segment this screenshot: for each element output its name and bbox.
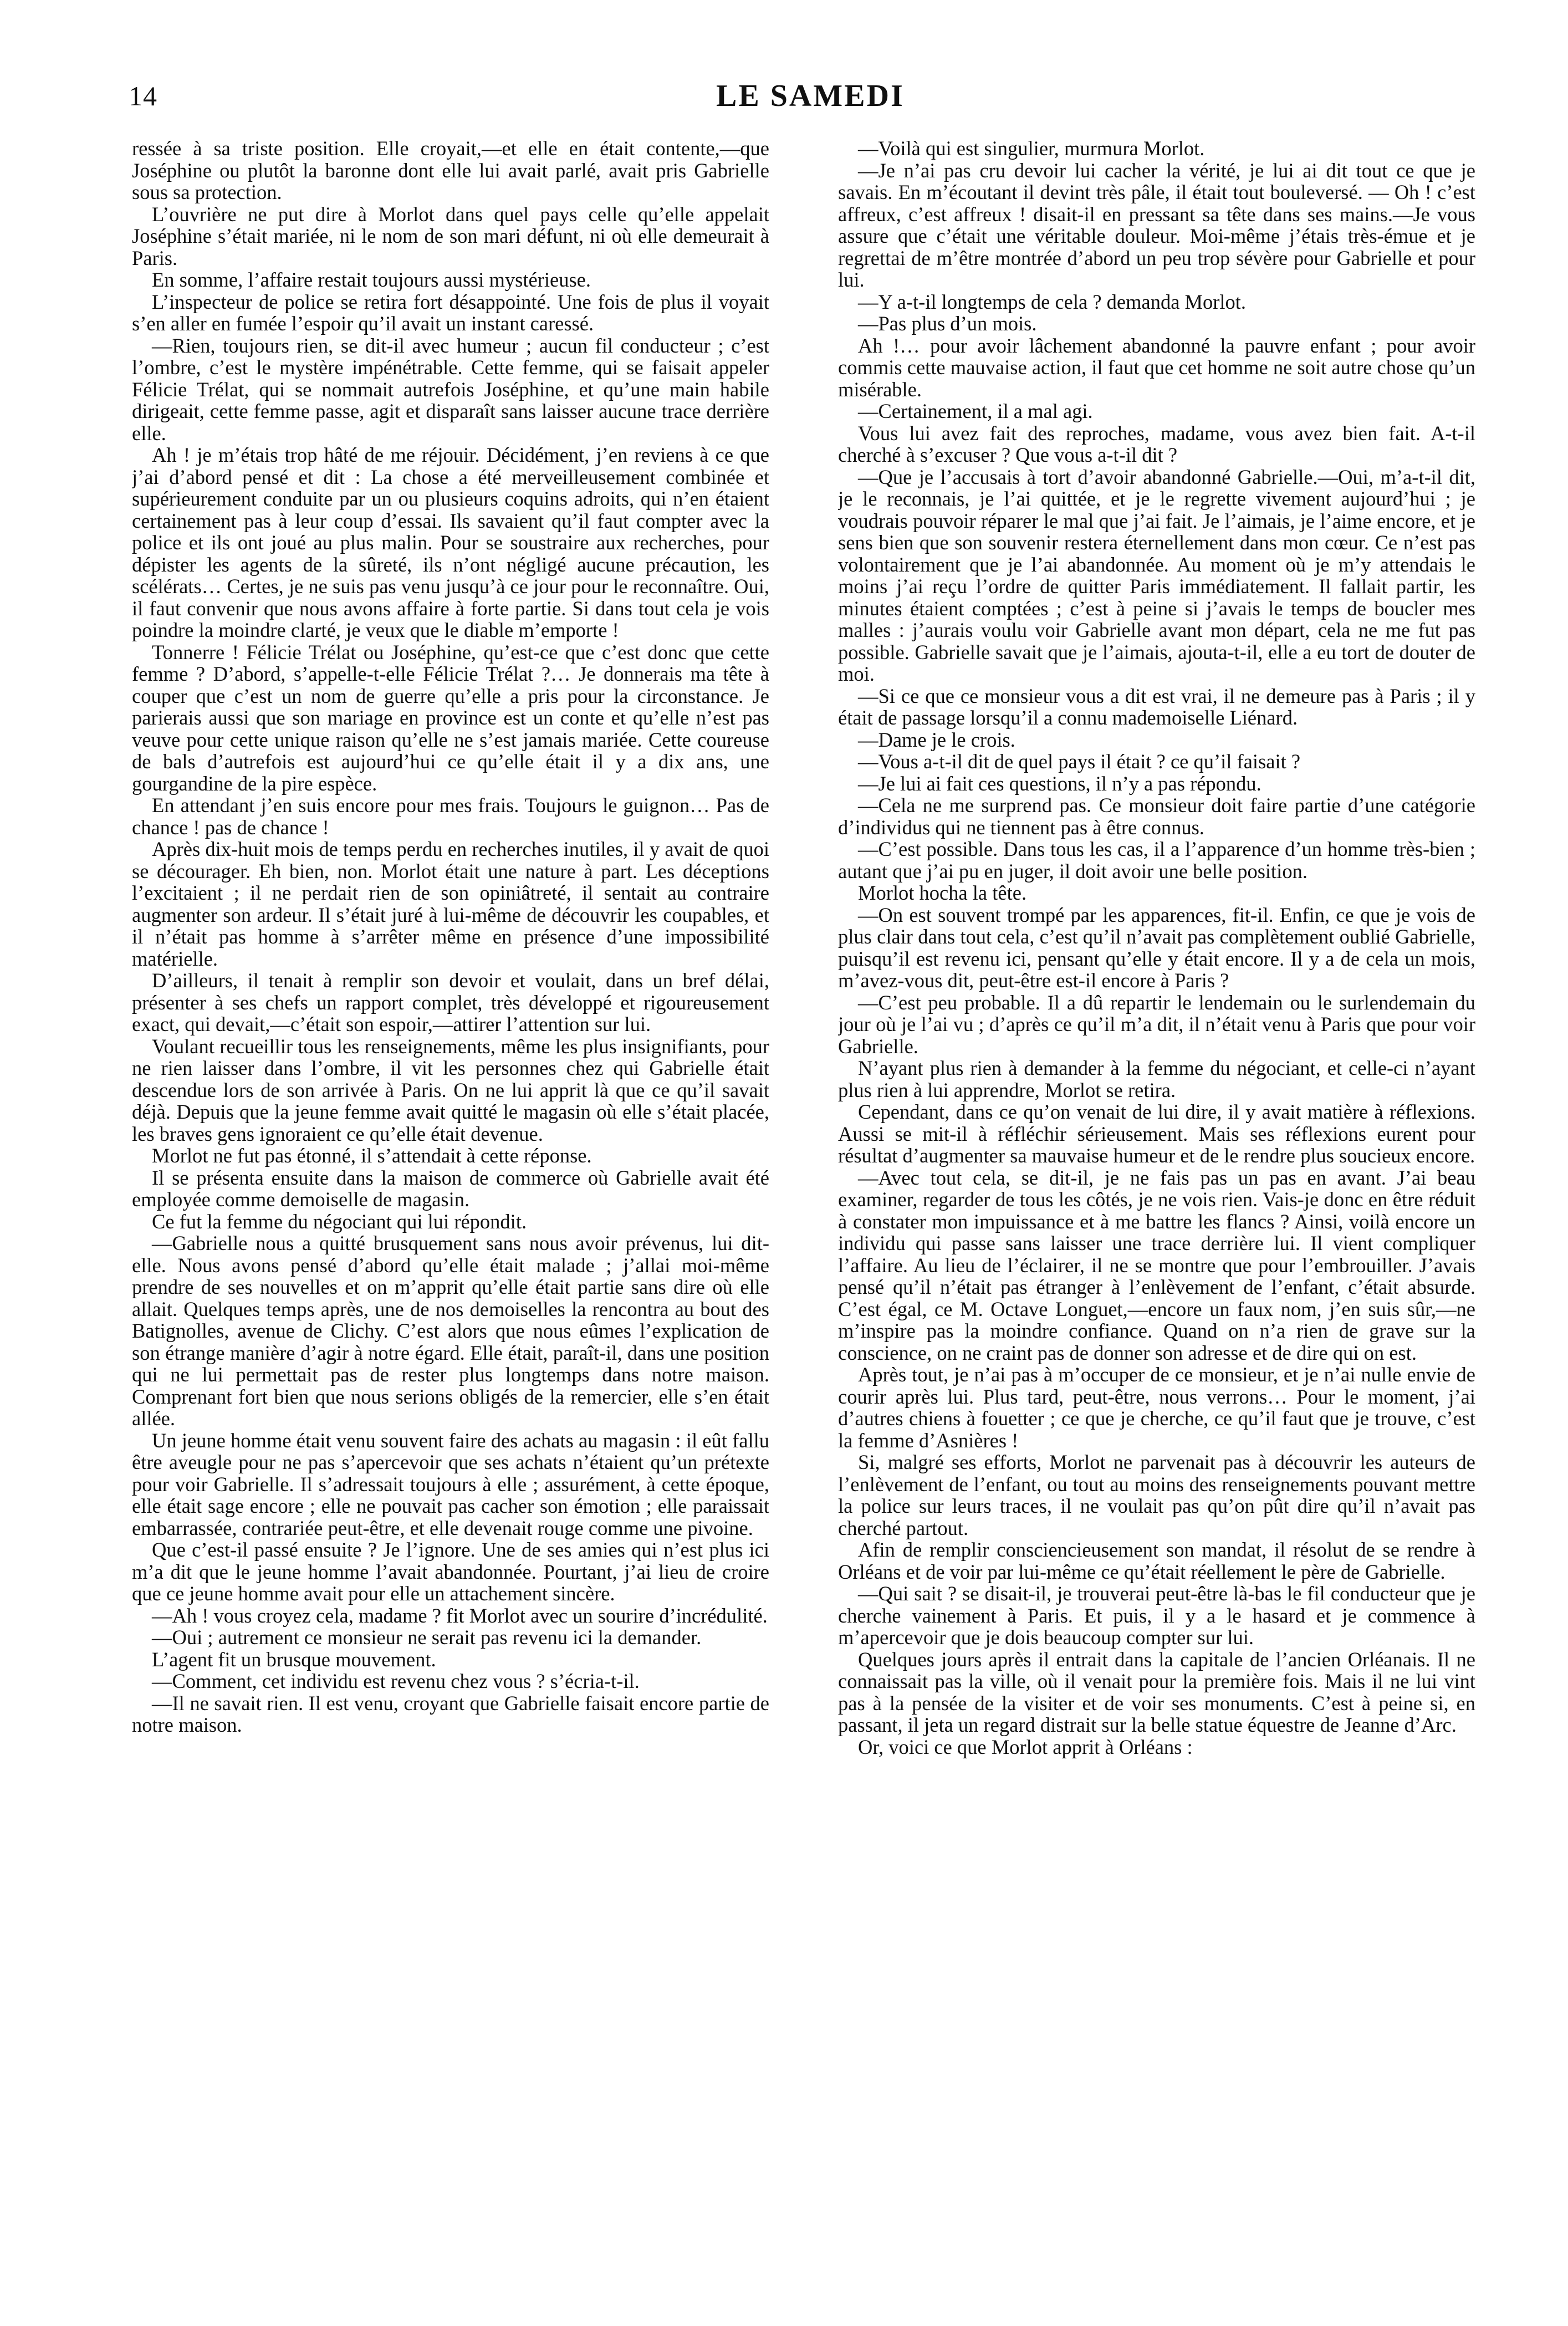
page-header [129,76,1445,115]
paragraph: —Si ce que ce monsieur vous a dit est vrai, il ne demeure pas à Paris ; il y était de passage lorsqu’il a connu mademoiselle Liénard. [838,684,1475,729]
paragraph: D’ailleurs, il tenait à remplir son devoir et voulait, dans un bref délai, présenter à ses chefs un rapport complet, très développé et rigoureusement exact, qui devait,—c’était son espoir,—attirer l’attention sur lui. [132,969,769,1036]
paragraph: Quelques jours après il entrait dans la capitale de l’ancien Orléanais. Il ne connaissait pas la ville, où il venait pour la première fois. Mais il ne lui vint pas à la pensée de la visiter et de voir ses monuments. C’est à peine si, en passant, il jeta un regard distrait sur la belle statue équestre de Jeanne d’Arc. [838,1647,1475,1736]
paragraph: —On est souvent trompé par les apparences, fit-il. Enfin, ce que je vois de plus clair dans tout cela, c’est qu’il n’avait pas complètement oublié Gabrielle, puisqu’il est revenu ici, pensant qu’elle y était encore. Il y a de cela un mois, m’avez-vous dit, peut-être est-il encore à Paris ? [838,903,1475,992]
paragraph: Tonnerre ! Félicie Trélat ou Joséphine, qu’est-ce que c’est donc que cette femme ? D’abord, s’appelle-t-elle Félicie Trélat ?… Je donnerais ma tête à couper que c’est un nom de guerre qu’elle a pris pour la circonstance. Je parierais aussi que son mariage en province est un conte et qu’elle n’est pas veuve pour cette unique raison qu’elle ne s’est jamais mariée. Cette coureuse de bals d’autrefois est aujourd’hui ce qu’elle était il y a dix ans, une gourgandine de la pire espèce. [132,640,769,795]
publication-title: LE SAMEDI [716,79,905,113]
paragraph: —Certainement, il a mal agi. [858,400,1093,422]
paragraph: Voulant recueillir tous les renseignements, même les plus insignifiants, pour ne rien laisser dans l’ombre, il vit les personnes chez qui Gabrielle était descendue lors de son arrivée à Paris. On ne lui apprit là que ce qu’il savait déjà. Depuis que la jeune femme avait quitté le magasin où elle s’était placée, les braves gens ignoraient ce qu’elle était devenue. [132,1034,769,1145]
paragraph: En somme, l’affaire restait toujours aussi mystérieuse. [152,268,591,291]
paragraph: —Y a-t-il longtemps de cela ? demanda Morlot. [858,290,1247,313]
paragraph: Cependant, dans ce qu’on venait de lui dire, il y avait matière à réflexions. Aussi se mit-il à réfléchir sérieusement. Mais ses réflexions eurent pour résultat d’augmenter sa mauvaise humeur et de le rendre plus soucieux encore. [838,1100,1475,1167]
paragraph: —Voilà qui est singulier, murmura Morlot. [858,137,1205,160]
paragraph: —Je lui ai fait ces questions, il n’y a pas répondu. [858,772,1261,795]
paragraph: —Cela ne me surprend pas. Ce monsieur doit faire partie d’une catégorie d’individus qui ne tiennent pas à être connus. [838,794,1475,839]
paragraph: Après dix-huit mois de temps perdu en recherches inutiles, il y avait de quoi se décourager. Eh bien, non. Morlot était une nature à part. Les déceptions l’excitaient ; il ne perdait rien de son opiniâtreté, il sentait au contraire augmenter son ardeur. Il s’était juré à lui-même de découvrir les coupables, et il n’était pas homme à s’arrêter même en présence d’une impossibilité matérielle. [132,838,769,970]
paragraph: —Avec tout cela, se dit-il, je ne fais pas un pas en avant. J’ai beau examiner, regarder de tous les côtés, je ne vois rien. Vais-je donc en être réduit à constater mon impuissance et à me battre les flancs ? Ainsi, voilà encore un individu qui passe sans laisser une trace derrière lui. Il vient compliquer l’affaire. Au lieu de l’éclairer, il ne se montre que pour l’embrouiller. J’avais pensé qu’il n’était pas étranger à l’enlèvement de l’enfant, c’était absurde. C’est égal, ce M. Octave Longuet,—encore un faux nom, j’en suis sûr,—ne m’inspire pas la moindre confiance. Quand on n’a rien de grave sur la conscience, on ne craint pas de donner son adresse et de dire qui on est. [838,1166,1475,1364]
paragraph: —Il ne savait rien. Il est venu, croyant que Gabrielle faisait encore partie de notre maison. [132,1691,769,1736]
paragraph: —Ah ! vous croyez cela, madame ? fit Morlot avec un sourire d’incrédulité. [152,1604,768,1627]
paragraph: —Vous a-t-il dit de quel pays il était ? ce qu’il faisait ? [858,750,1301,773]
paragraph: Or, voici ce que Morlot apprit à Orléans : [858,1735,1193,1758]
paragraph: —Je n’ai pas cru devoir lui cacher la vérité, je lui ai dit tout ce que je savais. En m’écoutant il devint très pâle, il était tout bouleversé. — Oh ! c’est affreux, c’est affreux ! disait-il en pressant sa tête dans ses mains.—Je vous assure que c’était une véritable douleur. Moi-même j’étais très-émue et je regrettai de m’être montrée d’abord un peu trop sévère pour Gabrielle et pour lui. [838,159,1475,291]
page-number: 14 [129,80,157,111]
paragraph: Après tout, je n’ai pas à m’occuper de ce monsieur, et je n’ai nulle envie de courir après lui. Plus tard, peut-être, nous verrons… Pour le moment, j’ai d’autres chiens à fouetter ; ce que je cherche, ce qu’il faut que je trouve, c’est la femme d’Asnières ! [838,1363,1475,1452]
paragraph: Il se présenta ensuite dans la maison de commerce où Gabrielle avait été employée comme demoiselle de magasin. [132,1166,769,1211]
paragraph: Ah ! je m’étais trop hâté de me réjouir. Décidément, j’en reviens à ce que j’ai d’abord pensé et dit : La chose a été merveilleusement combinée et supérieurement conduite par un ou plusieurs coquins adroits, qui n’en étaient certainement pas à leur coup d’essai. Ils savaient qu’il faut compter avec la police et ils ont joué au plus malin. Pour se soustraire aux recherches, pour dépister les agents de la sûreté, ils n’ont négligé aucune précaution, les scélérats… Certes, je ne suis pas venu jusqu’à ce jour pour le reconnaître. Oui, il faut convenir que nous avons affaire à forte partie. Si dans tout cela je vois poindre la moindre clarté, je veux que le diable m’emporte ! [132,443,769,641]
paragraph: Vous lui avez fait des reproches, madame, vous avez bien fait. A-t-il cherché à s’excuser ? Que vous a-t-il dit ? [838,421,1475,466]
paragraph: —Pas plus d’un mois. [858,312,1037,335]
paragraph: —Gabrielle nous a quitté brusquement sans nous avoir prévenus, lui dit-elle. Nous avons pensé d’abord qu’elle était malade ; j’allai moi-même prendre de ses nouvelles et on m’apprit qu’elle était partie sans dire où elle allait. Quelques temps après, une de nos demoiselles la rencontra au bout des Batignolles, avenue de Clichy. C’est alors que nous eûmes l’explication de son étrange manière d’agir à notre égard. Elle était, paraît-il, dans une position qui ne lui permettait pas de rester plus longtemps dans notre maison. Comprenant fort bien que nous serions obligés de la remercier, elle s’en était allée. [132,1232,769,1430]
paragraph: Morlot hocha la tête. [858,881,1027,904]
paragraph: Un jeune homme était venu souvent faire des achats au magasin : il eût fallu être aveugle pour ne pas s’apercevoir que ses achats n’étaient qu’un prétexte pour voir Gabrielle. Il s’adressait toujours à elle ; assurément, à cette époque, elle était sage encore ; elle ne pouvait pas cacher son émotion ; elle paraissait embarrassée, contrariée peut-être, et elle devenait rouge comme une pivoine. [132,1429,769,1539]
paragraph: Morlot ne fut pas étonné, il s’attendait à cette réponse. [152,1144,592,1167]
paragraph: L’ouvrière ne put dire à Morlot dans quel pays celle qu’elle appelait Joséphine s’était mariée, ni le nom de son mari défunt, ni où elle demeurait à Paris. [132,202,769,269]
paragraph: —Comment, cet individu est revenu chez vous ? s’écria-t-il. [152,1670,640,1692]
paragraph: —Dame je le crois. [858,728,1015,751]
paragraph: —Rien, toujours rien, se dit-il avec humeur ; aucun fil conducteur ; c’est l’ombre, c’est le mystère impénétrable. Cette femme, qui se faisait appeler Félicie Trélat, qui se nommait autrefois Joséphine, et qu’une main habile dirigeait, cette femme passe, agit et disparaît sans laisser aucune trace derrière elle. [132,334,769,445]
paragraph: L’agent fit un brusque mouvement. [152,1647,436,1671]
paragraph: Ah !… pour avoir lâchement abandonné la pauvre enfant ; pour avoir commis cette mauvaise action, il faut que cet homme ne soit autre chose qu’un misérable. [838,334,1475,401]
left-text-column [132,137,769,2294]
paragraph: —Oui ; autrement ce monsieur ne serait pas revenu ici la demander. [152,1626,702,1649]
paragraph: En attendant j’en suis encore pour mes frais. Toujours le guignon… Pas de chance ! pas de chance ! [132,794,769,839]
paragraph: L’inspecteur de police se retira fort désappointé. Une fois de plus il voyait s’en aller en fumée l’espoir qu’il avait un instant caressé. [132,290,769,335]
paragraph: ressée à sa triste position. Elle croyait,—et elle en était contente,—que Joséphine ou plutôt la baronne dont elle lui avait parlé, avait pris Gabrielle sous sa protection. [132,137,769,203]
paragraph: Si, malgré ses efforts, Morlot ne parvenait pas à découvrir les auteurs de l’enlèvement de l’enfant, ou tout au moins des renseignements pouvant mettre la police sur leurs traces, il ne voulait pas qu’on pût dire qu’il n’avait pas cherché partout. [838,1451,1475,1539]
paragraph: —Qui sait ? se disait-il, je trouverai peut-être là-bas le fil conducteur que je cherche vainement à Paris. Et puis, il y a le hasard et je commence à m’apercevoir que je dois beaucoup compter sur lui. [838,1582,1475,1649]
paragraph: Afin de remplir consciencieusement son mandat, il résolut de se rendre à Orléans et de voir par lui-même ce qu’était réellement le père de Gabrielle. [838,1538,1475,1583]
paragraph: —C’est possible. Dans tous les cas, il a l’apparence d’un homme très-bien ; autant que j’ai pu en juger, il doit avoir une belle position. [838,838,1475,883]
paragraph: Que c’est-il passé ensuite ? Je l’ignore. Une de ses amies qui n’est plus ici m’a dit que le jeune homme l’avait abandonnée. Pourtant, j’ai lieu de croire que ce jeune homme avait pour elle un attachement sincère. [132,1538,769,1605]
paragraph: —C’est peu probable. Il a dû repartir le lendemain ou le surlendemain du jour où je l’ai vu ; d’après ce qu’il m’a dit, il n’était venu à Paris que pour voir Gabrielle. [838,991,1475,1058]
paragraph: Ce fut la femme du négociant qui lui répondit. [152,1210,527,1233]
paragraph: N’ayant plus rien à demander à la femme du négociant, et celle-ci n’ayant plus rien à lui apprendre, Morlot se retira. [838,1057,1475,1101]
paragraph: —Que je l’accusais à tort d’avoir abandonné Gabrielle.—Oui, m’a-t-il dit, je le reconnais, je l’ai quittée, et je le regrette vivement aujourd’hui ; je voudrais pouvoir réparer le mal que j’ai fait. Je l’aimais, je l’aime encore, et je sens bien que son souvenir restera éternellement dans mon cœur. Ce n’est pas volontairement que je l’ai abandonnée. Au moment où je m’y attendais le moins j’ai reçu l’ordre de quitter Paris immédiatement. Il fallait partir, les minutes étaient comptées ; c’est à peine si j’avais le temps de boucler mes malles : j’aurais voulu voir Gabrielle avant mon départ, cela ne me fut pas possible. Gabrielle savait que je l’aimais, ajouta-t-il, elle a eu tort de douter de moi. [838,465,1475,685]
right-text-column [838,137,1475,2294]
